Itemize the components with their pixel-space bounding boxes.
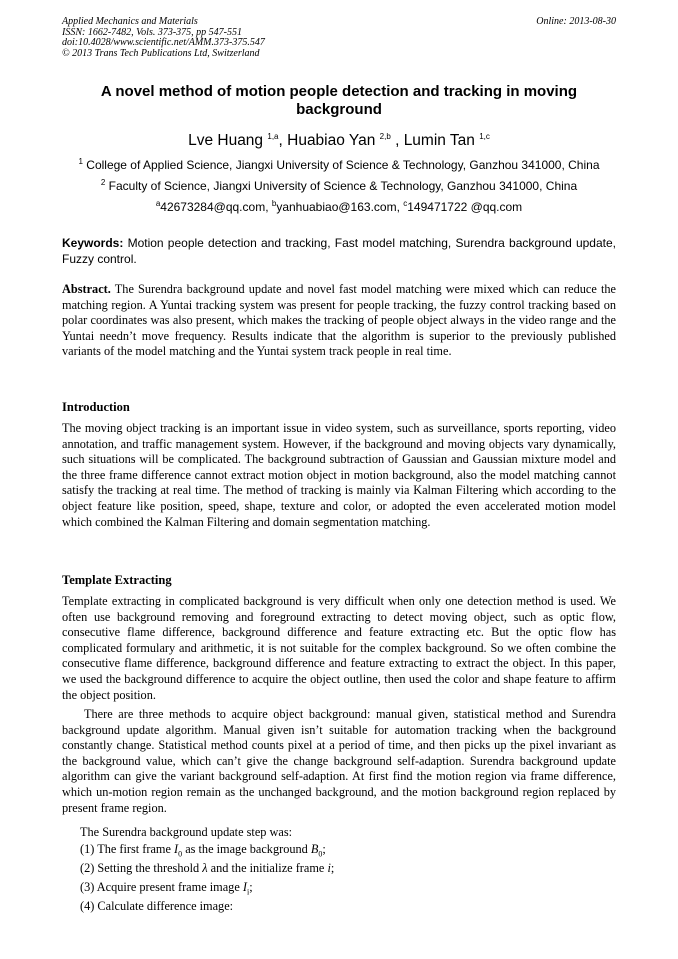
author-name: Lve Huang [188, 132, 264, 149]
journal-header [62, 17, 616, 59]
steps-intro: The Surendra background update step was: [80, 825, 293, 839]
email-address: yanhuabiao@163.com, [276, 200, 404, 214]
affiliation-mark: 1 [78, 157, 83, 166]
step-text: and the initialize frame [207, 861, 328, 875]
journal-doi: doi:10.4028/www.scientific.net/AMM.373-375.547 [62, 37, 265, 48]
math-symbol: λ [202, 861, 208, 875]
affiliation-text: College of Applied Science, Jiangxi University of Science & Technology, Ganzhou 341000, China [86, 158, 600, 172]
math-subscript: 0 [318, 849, 323, 859]
math-symbol: I [242, 880, 247, 894]
affiliation-mark: 2 [100, 178, 106, 187]
journal-issn: ISSN: 1662-7482, Vols. 373-375, pp 547-551 [62, 26, 242, 38]
email-address: 42673284@qq.com, [160, 200, 272, 214]
email-mark: a [155, 199, 161, 208]
template-paragraph-1: Template extracting in complicated background is very difficult when only one detection method is used. We often use background removing and foreground extracting to detect moving object, such as optic flow, consecutive flame difference, background difference and feature extracting etc. But the optic flow has complicated formulary and arithmetic, it is not suitable for the complex background. So we often combine the consecutive flame difference, background difference and feature extracting to extract the object. In this paper, we used the background difference to acquire the object outline, then used the color and shape feature to affirm the object position. [62, 594, 616, 702]
journal-name: Applied Mechanics and Materials [62, 16, 198, 27]
surendra-steps [80, 824, 616, 916]
math-subscript: i [246, 887, 250, 897]
section-heading-template-extracting: Template Extracting [62, 573, 172, 587]
math-subscript: 0 [178, 849, 183, 859]
step-4: (4) Calculate difference image: [80, 899, 234, 913]
step-text: as the image background [182, 842, 311, 856]
affiliation-2 [62, 178, 616, 194]
step-1 [80, 840, 616, 859]
affiliation-1 [62, 157, 616, 173]
step-text: (1) The first frame [80, 842, 175, 856]
step-3 [80, 878, 616, 897]
author-emails [62, 199, 616, 215]
abstract-block [62, 282, 616, 360]
math-symbol: B [310, 842, 319, 856]
step-text: ; [322, 842, 326, 856]
step-text: ; [330, 861, 335, 875]
step-text: (2) Setting the threshold [80, 861, 203, 875]
paper-title: A novel method of motion people detection and tracking in moving background [100, 83, 578, 118]
abstract-text: The Surendra background update and novel fast model matching were mixed which can reduce the matching region. A Yuntai tracking system was present for people tracking, the fuzzy control tracking based on polar coordinates was also present, which makes the tracking of people object always in the video range and the Yuntai needn’t move frequency. Results indicate that the algorithm is superior to the previously published variants of the model matching and the Yuntai system track people in real time. [62, 282, 617, 359]
step-text: (3) Acquire present frame image [80, 880, 243, 894]
email-mark: c [403, 199, 408, 208]
online-date: Online: 2013-08-30 [536, 16, 616, 27]
author-affiliation-mark: 1,a [267, 131, 279, 141]
journal-copyright: © 2013 Trans Tech Publications Ltd, Switzerland [62, 47, 260, 59]
author-separator: , [278, 132, 288, 149]
author-list [62, 131, 616, 151]
author-affiliation-mark: 2,b [379, 131, 391, 141]
section-heading-introduction: Introduction [62, 400, 130, 414]
introduction-paragraph: The moving object tracking is an important issue in video system, such as surveillance, sports reporting, video annotation, and traffic management system. However, if the background and moving objects vary dynamically, such situations will be complicated. The background subtraction of Gaussian and Gaussian mixture model and the three frame difference cannot extract motion object in motion background, also the model matching cannot satisfy the tracking at real time. The method of tracking is mainly via Kalman Filtering which according to the object feature like position, speed, shape, texture and color, or adopted the even accelerated motion model which combined the Kalman Filtering and domain segmentation matching. [62, 421, 616, 529]
author-affiliation-mark: 1,c [479, 131, 490, 141]
author-name: Huabiao Yan [287, 132, 376, 149]
author-separator: , [390, 132, 404, 149]
email-address: 149471722 @qq.com [407, 200, 523, 214]
step-text: ; [249, 880, 253, 894]
email-mark: b [271, 199, 277, 208]
author-name: Lumin Tan [403, 132, 475, 149]
abstract-label: Abstract. [62, 282, 111, 296]
affiliation-text: Faculty of Science, Jiangxi University of Science & Technology, Ganzhou 341000, China [108, 179, 578, 193]
keywords-text: Motion people detection and tracking, Fast model matching, Surendra background update, Fuzzy control. [62, 236, 616, 266]
math-symbol: i [327, 861, 331, 875]
keywords-block [62, 236, 616, 267]
step-2 [80, 859, 616, 878]
keywords-label: Keywords: [62, 236, 124, 250]
template-paragraph-2: There are three methods to acquire object background: manual given, statistical method and Surendra background update algorithm. Manual given isn’t suitable for automation tracking when the background constantly change. Statistical method counts pixel at a period of time, and then picks up the pixel invariant as the background value, which can’t give the change background self-adaption. Surendra background update algorithm can give the variant background self-adaption. At first find the motion region via frame difference, which un-motion region remain as the unchanged background, and the motion background region replaced by present frame region. [62, 707, 616, 815]
math-symbol: I [174, 842, 179, 856]
